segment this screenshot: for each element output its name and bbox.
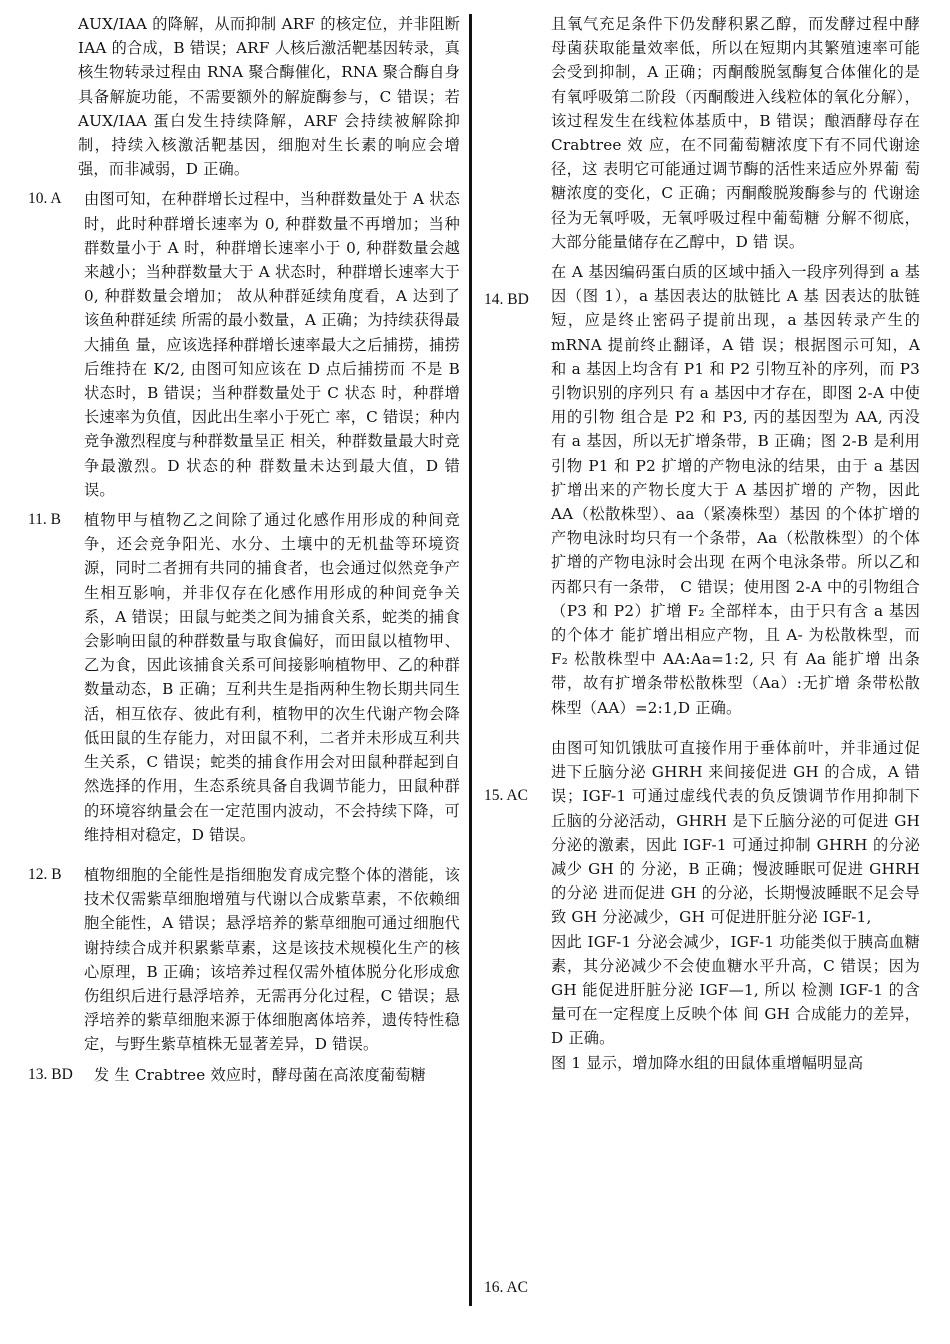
answer-text: 植物甲与植物乙之间除了通过化感作用形成的种间竞争，还会竞争阳光、水分、土壤中的无机盐等环境资源，同时二者拥有共同的捕食者，也会通过似然竞争产生相互影响，并非仅存在化感作用形成的种间竞争关系，A 错误；田鼠与蛇类之间为捕食关系，蛇类的捕食会影响田鼠的种群数量与取食偏好，而田鼠以植物甲、乙为食，因此该捕食关系可间接影响植物甲、乙的种群数量动态，B 正确；互利共生是指两种生物长期共同生活，相互依存、彼此有利，植物甲的次生代谢产物会降低田鼠的生存能力，对田鼠不利，二者并未形成互利共生关系，C 错误；蛇类的捕食作用会对田鼠种群起到自然选择的作用，生态系统具备自我调节能力，田鼠种群的环境容纳量会在一定范围内波动，不会持续下降，可维持相对稳定，D 错误。 — [84, 511, 460, 844]
answer-text-continued: 因此 IGF-1 分泌会减少，IGF-1 功能类似于胰高血糖素，其分泌减少不会使血糖水平升高，C 错误；因为 GH 能促进肝脏分泌 IGF—1, 所以 检测 IGF-1 的含量可在一定程度上反映个体 间 GH 合成能力的差异，D 正确。 — [551, 932, 920, 1048]
right-column — [484, 12, 920, 1075]
answer-12 — [28, 863, 460, 1057]
answer-number: 10. A — [28, 190, 62, 208]
answer-text: 在 A 基因编码蛋白质的区域中插入一段序列得到 a 基因（图 1），a 基因表达的肽链比 A 基 因表达的肽链短，应是终止密码子提前出现，a 基因转录产生的 mRNA 提前终止翻译，A 错 误；根据图示可知，A 和 a 基因上均含有 P1 和 P2 引物互补的序列，而 P3 引物识别的序列只 有 a 基因中才存在，即图 2-A 中使用的引物 组合是 P2 和 P3, 丙的基因型为 AA, 丙没有 a 基因，所以无扩增条带，B 正确；图 2-B 是利用 引物 P1 和 P2 扩增的产物电泳的结果，由于 a 基因扩增出来的产物长度大于 A 基因扩增的 产物，因此 AA（松散株型）、aa（紧凑株型）基因 的个体扩增的产物电泳时均只有一个条带，Aa（松散株型）的个体扩增的产物电泳时会出现 在两个电泳条带。所以乙和丙都只有一条带， C 错误；使用图 2-A 中的引物组合（P3 和 P2）扩增 F₂ 全部样本，由于只有含 a 基因的个体才 能扩增出相应产物，且 A- 为松散株型，而 F₂ 松散株型中 AA:Aa=1:2, 只 有 Aa 能扩增 出条带，故有扩增条带松散株型（Aa）:无扩增 条带松散株型（AA）=2:1,D 正确。 — [551, 263, 920, 717]
answer-10 — [28, 187, 460, 502]
answer-16-text: 图 1 显示，增加降水组的田鼠体重增幅明显高 — [551, 1053, 864, 1072]
answer-13 — [28, 1063, 460, 1087]
answer-number: 11. B — [28, 511, 62, 529]
answer-14 — [484, 260, 920, 720]
column-divider — [469, 14, 472, 1306]
answer-text: 由图可知，在种群增长过程中，当种群数量处于 A 状态时，此时种群增长速率为 0, 种群数量不再增加；当种群数量小于 A 时，种群增长速率小于 0, 种群数量会越来越小；当种群数量大于 A 状态时，种群增长速率大于 0, 种群数量会增加； 故从种群延续角度看，A 达到了该鱼种群延续 所需的最小数量，A 正确；为持续获得最大捕鱼 量，应该选择种群增长速率最大之后捕捞，捕捞 后维持在 K/2, 由图可知应该在 D 点后捕捞而 不是 B 状态时，B 错误；当种群数量处于 C 状态 时，种群增长速率为负值，因此出生率小于死亡 率，C 错误；种内竞争激烈程度与种群数量呈正 相关，种群数量最大时竞争最激烈。D 状态的种 群数量未达到最大值，D 错误。 — [84, 190, 460, 499]
answer-13-continuation: 且氧气充足条件下仍发酵积累乙醇，而发酵过程中酵母菌获取能量效率低，所以在短期内其繁殖速率可能会受到抑制，A 正确；丙酮酸脱氢酶复合体催化的是有氧呼吸第二阶段（丙酮酸进入线粒体的氧化分解），该过程发生在线粒体基质中，B 错误；酿酒酵母存在 Crabtree 效 应，在不同葡萄糖浓度下有不同代谢途径，这 表明它可能通过调节酶的活性来适应外界葡 萄糖浓度的变化，C 正确；丙酮酸脱羧酶参与的 代谢途径为无氧呼吸，无氧呼吸过程中葡萄糖 分解不彻底，大部分能量储存在乙醇中，D 错 误。 — [551, 15, 920, 251]
answer-9-continuation: AUX/IAA 的降解，从而抑制 ARF 的核定位，并非阻断 IAA 的合成，B 错误；ARF 人核后激活靶基因转录，真核生物转录过程由 RNA 聚合酶催化，RNA 聚合酶自身具备解旋功能，不需要额外的解旋酶参与，C 错误；若 AUX/IAA 蛋白发生持续降解，ARF 会持续被解除抑制，持续入核激活靶基因，细胞对生长素的响应会增强，而非减弱，D 正确。 — [78, 15, 460, 179]
answer-16-number: 16. AC — [484, 1279, 528, 1296]
answer-11 — [28, 508, 460, 847]
answer-number: 12. B — [28, 865, 62, 883]
answer-15 — [484, 736, 920, 1075]
answer-text: 植物细胞的全能性是指细胞发育成完整个体的潜能，该技术仅需紫草细胞增殖与代谢以合成紫草素，不依赖细胞全能性，A 错误；悬浮培养的紫草细胞可通过细胞代谢持续合成并积累紫草素，这是该技术规模化生产的核心原理，B 正确；该培养过程仅需外植体脱分化形成愈伤组织后进行悬浮培养，无需再分化过程，C 错误；悬浮培养的紫草细胞来源于体细胞离体培养，遗传特性稳定，与野生紫草植株无显著差异，D 错误。 — [84, 865, 460, 1054]
answer-number: 14. BD — [484, 291, 529, 309]
answer-number: 15. AC — [484, 786, 528, 804]
answer-text: 由图可知饥饿肽可直接作用于垂体前叶，并非通过促进下丘脑分泌 GHRH 来间接促进 GH 的合成，A 错误；IGF-1 可通过虚线代表的负反馈调节作用抑制下丘脑的分泌活动，GHRH 是下丘脑分泌的可促进 GH 分泌的激素，因此 IGF-1 可通过抑制 GHRH 的分泌减少 GH 的 分泌，B 正确；慢波睡眠可促进 GHRH 的分泌 进而促进 GH 的分泌，长期慢波睡眠不足会导 致 GH 分泌减少，GH 可促进肝脏分泌 IGF-1, — [551, 738, 920, 927]
answer-text: 发 生 Crabtree 效应时，酵母菌在高浓度葡萄糖 — [94, 1065, 426, 1084]
left-column — [28, 12, 460, 1087]
answer-number: 13. BD — [28, 1065, 73, 1083]
